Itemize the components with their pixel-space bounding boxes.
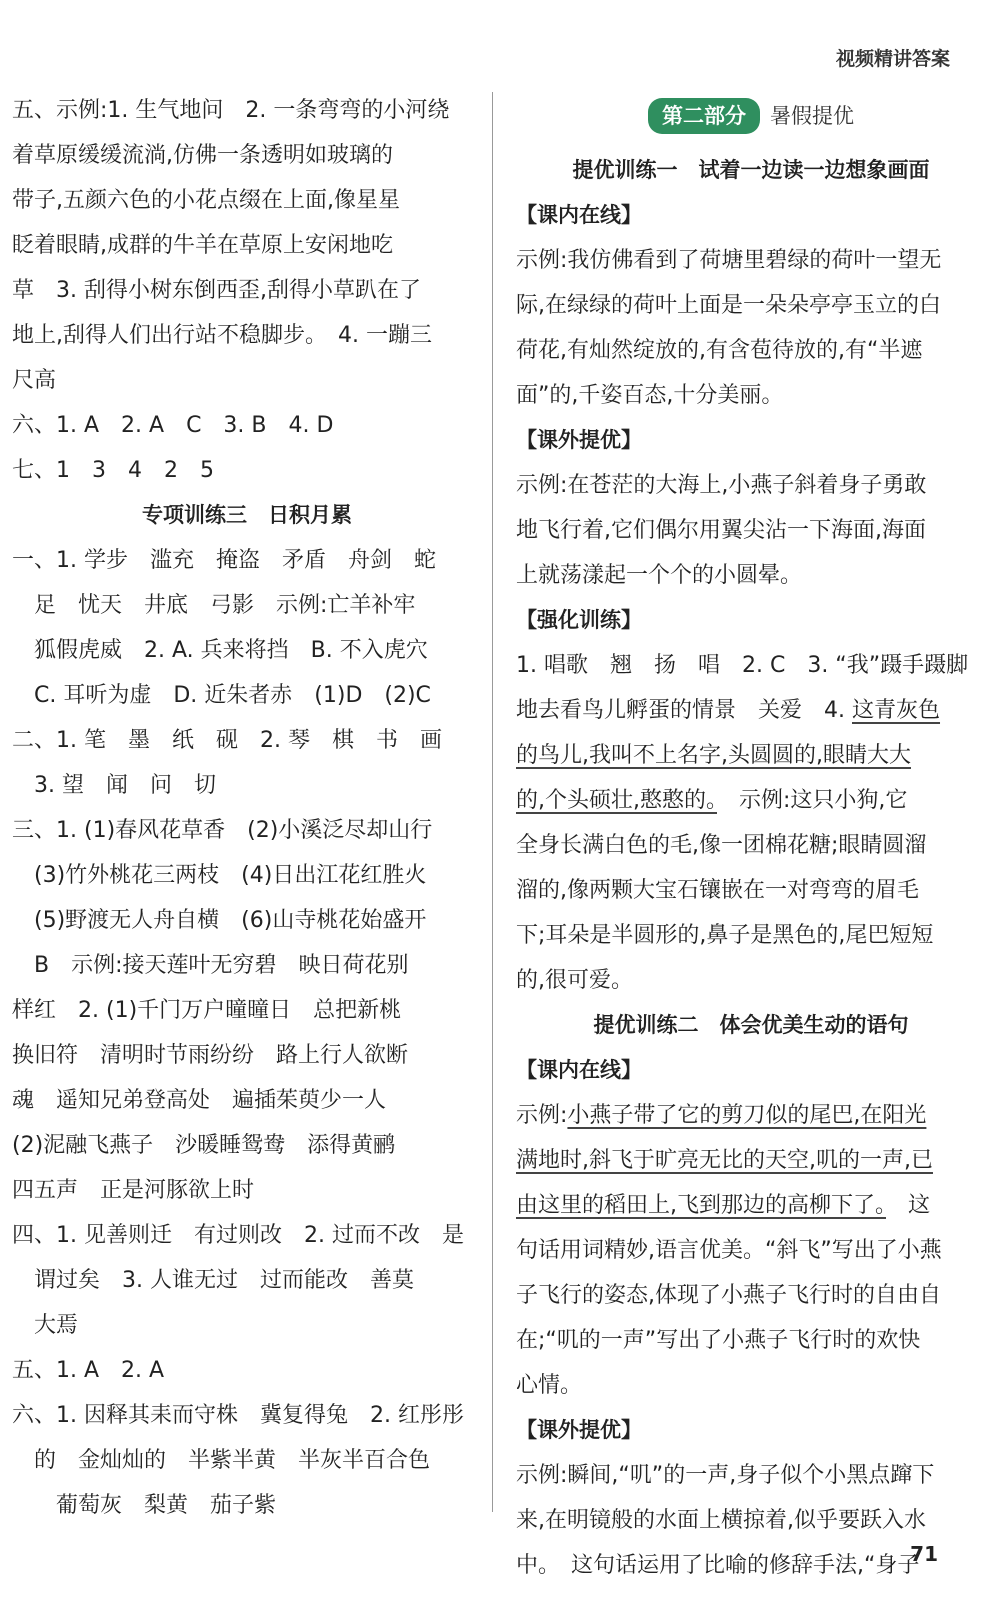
text-line: 示例:在苍茫的大海上,小燕子斜着身子勇敢 <box>516 473 927 498</box>
text-line: 来,在明镜般的水面上横掠着,似乎要跃入水 <box>516 1508 926 1533</box>
text-line: 带子,五颜六色的小花点缀在上面,像星星 <box>12 188 400 213</box>
part-header <box>516 88 986 144</box>
text-line <box>516 688 986 733</box>
text-line: 二、1. 笔 墨 纸 砚 2. 琴 棋 书 画 <box>12 728 442 753</box>
text-line: 1. 唱歌 翘 扬 唱 2. C 3. “我”蹑手蹑脚 <box>516 653 969 678</box>
text-line: 中。 这句话运用了比喻的修辞手法,“身子 <box>516 1553 920 1578</box>
right-column <box>516 88 986 1588</box>
text-line: 一、1. 学步 滥充 掩盗 矛盾 舟剑 蛇 <box>12 548 436 573</box>
text-line: 心情。 <box>516 1373 583 1398</box>
text-line: 狐假虎威 2. A. 兵来将挡 B. 不入虎穴 <box>12 638 428 663</box>
text-line: 三、1. (1)春风花草香 (2)小溪泛尽却山行 <box>12 818 433 843</box>
text-line: 七、1 3 4 2 5 <box>12 458 214 483</box>
text-line: 际,在绿绿的荷叶上面是一朵朵亭亭玉立的白 <box>516 293 941 318</box>
underlined-text: 小燕子带了它的剪刀似的尾巴,在阳光 <box>567 1103 927 1128</box>
text-line: 的,很可爱。 <box>516 968 633 993</box>
text-line: 示例:我仿佛看到了荷塘里碧绿的荷叶一望无 <box>516 248 942 273</box>
text-line: 在;“叽的一声”写出了小燕子飞行时的欢快 <box>516 1328 921 1353</box>
underlined-text: 这青灰色 <box>852 698 941 723</box>
text-segment: 地去看鸟儿孵蛋的情景 关爱 4. <box>516 698 852 723</box>
subsection-heading: 【课外提优】 <box>516 428 642 452</box>
text-line <box>516 733 986 778</box>
text-line: (3)竹外桃花三两枝 (4)日出江花红胜火 <box>12 863 427 888</box>
text-line: 魂 遥知兄弟登高处 遍插茱萸少一人 <box>12 1088 387 1113</box>
section-title: 提优训练一 试着一边读一边想象画面 <box>572 158 930 182</box>
header-label: 视频精讲答案 <box>835 48 950 70</box>
text-line: 眨着眼睛,成群的牛羊在草原上安闲地吃 <box>12 233 393 258</box>
text-line <box>516 1183 986 1228</box>
text-segment: 这 <box>886 1193 931 1218</box>
text-line: 子飞行的姿态,体现了小燕子飞行时的自由自 <box>516 1283 941 1308</box>
underlined-text: 的鸟儿,我叫不上名字,头圆圆的,眼睛大大 <box>516 743 911 768</box>
text-segment: 示例:这只小狗,它 <box>717 788 908 813</box>
text-line: 示例:瞬间,“叽”的一声,身子似个小黑点蹿下 <box>516 1463 935 1488</box>
text-line: 换旧符 清明时节雨纷纷 路上行人欲断 <box>12 1043 409 1068</box>
text-line: 五、1. A 2. A <box>12 1358 165 1383</box>
text-line: 葡萄灰 梨黄 茄子紫 <box>12 1493 277 1518</box>
text-line: 上就荡漾起一个个的小圆晕。 <box>516 563 803 588</box>
text-line: 四五声 正是河豚欲上时 <box>12 1178 255 1203</box>
text-line: 句话用词精妙,语言优美。“斜飞”写出了小燕 <box>516 1238 942 1263</box>
subsection-heading: 【强化训练】 <box>516 608 642 632</box>
text-line: 全身长满白色的毛,像一团棉花糖;眼睛圆溜 <box>516 833 927 858</box>
text-line: C. 耳听为虚 D. 近朱者赤 (1)D (2)C <box>12 683 431 708</box>
part-badge: 第二部分 <box>648 98 760 134</box>
text-line: 四、1. 见善则迁 有过则改 2. 过而不改 是 <box>12 1223 464 1248</box>
underlined-text: 的,个头硕壮,憨憨的。 <box>516 788 717 813</box>
section-title: 专项训练三 日积月累 <box>142 503 352 527</box>
section-title: 提优训练二 体会优美生动的语句 <box>593 1013 909 1037</box>
part-title: 暑假提优 <box>770 103 854 128</box>
text-line <box>516 778 986 823</box>
text-segment: 示例: <box>516 1103 568 1128</box>
text-line: 尺高 <box>12 368 57 393</box>
text-line <box>516 1138 986 1183</box>
text-line <box>516 1093 986 1138</box>
text-line: 六、1. 因释其耒而守株 冀复得兔 2. 红彤彤 <box>12 1403 464 1428</box>
page-number: 71 <box>910 1542 938 1566</box>
subsection-heading: 【课内在线】 <box>516 203 642 227</box>
column-divider <box>492 92 493 1512</box>
text-line: (5)野渡无人舟自横 (6)山寺桃花始盛开 <box>12 908 427 933</box>
text-line: 地飞行着,它们偶尔用翼尖沾一下海面,海面 <box>516 518 926 543</box>
subsection-heading: 【课外提优】 <box>516 1418 642 1442</box>
text-line: 着草原缓缓流淌,仿佛一条透明如玻璃的 <box>12 143 393 168</box>
text-line: 样红 2. (1)千门万户曈曈日 总把新桃 <box>12 998 402 1023</box>
text-line: B 示例:接天莲叶无穷碧 映日荷花别 <box>12 953 409 978</box>
text-line: 地上,刮得人们出行站不稳脚步。 4. 一蹦三 <box>12 323 432 348</box>
subsection-heading: 【课内在线】 <box>516 1058 642 1082</box>
text-line: 五、示例:1. 生气地问 2. 一条弯弯的小河绕 <box>12 98 450 123</box>
text-line: 的 金灿灿的 半紫半黄 半灰半百合色 <box>12 1448 431 1473</box>
text-line: 六、1. A 2. A C 3. B 4. D <box>12 413 334 438</box>
text-line: (2)泥融飞燕子 沙暖睡鸳鸯 添得黄鹂 <box>12 1133 396 1158</box>
text-line: 足 忧天 井底 弓影 示例:亡羊补牢 <box>12 593 416 618</box>
text-line: 3. 望 闻 问 切 <box>12 773 216 798</box>
underlined-text: 满地时,斜飞于旷亮无比的天空,叽的一声,已 <box>516 1148 933 1173</box>
left-column <box>12 88 482 1528</box>
text-line: 溜的,像两颗大宝石镶嵌在一对弯弯的眉毛 <box>516 878 919 903</box>
underlined-text: 由这里的稻田上,飞到那边的高柳下了。 <box>516 1193 886 1218</box>
text-line: 大焉 <box>12 1313 79 1338</box>
text-line: 下;耳朵是半圆形的,鼻子是黑色的,尾巴短短 <box>516 923 934 948</box>
text-line: 荷花,有灿然绽放的,有含苞待放的,有“半遮 <box>516 338 923 363</box>
text-line: 谓过矣 3. 人谁无过 过而能改 善莫 <box>12 1268 414 1293</box>
text-line: 草 3. 刮得小树东倒西歪,刮得小草趴在了 <box>12 278 421 303</box>
text-line: 面”的,千姿百态,十分美丽。 <box>516 383 784 408</box>
